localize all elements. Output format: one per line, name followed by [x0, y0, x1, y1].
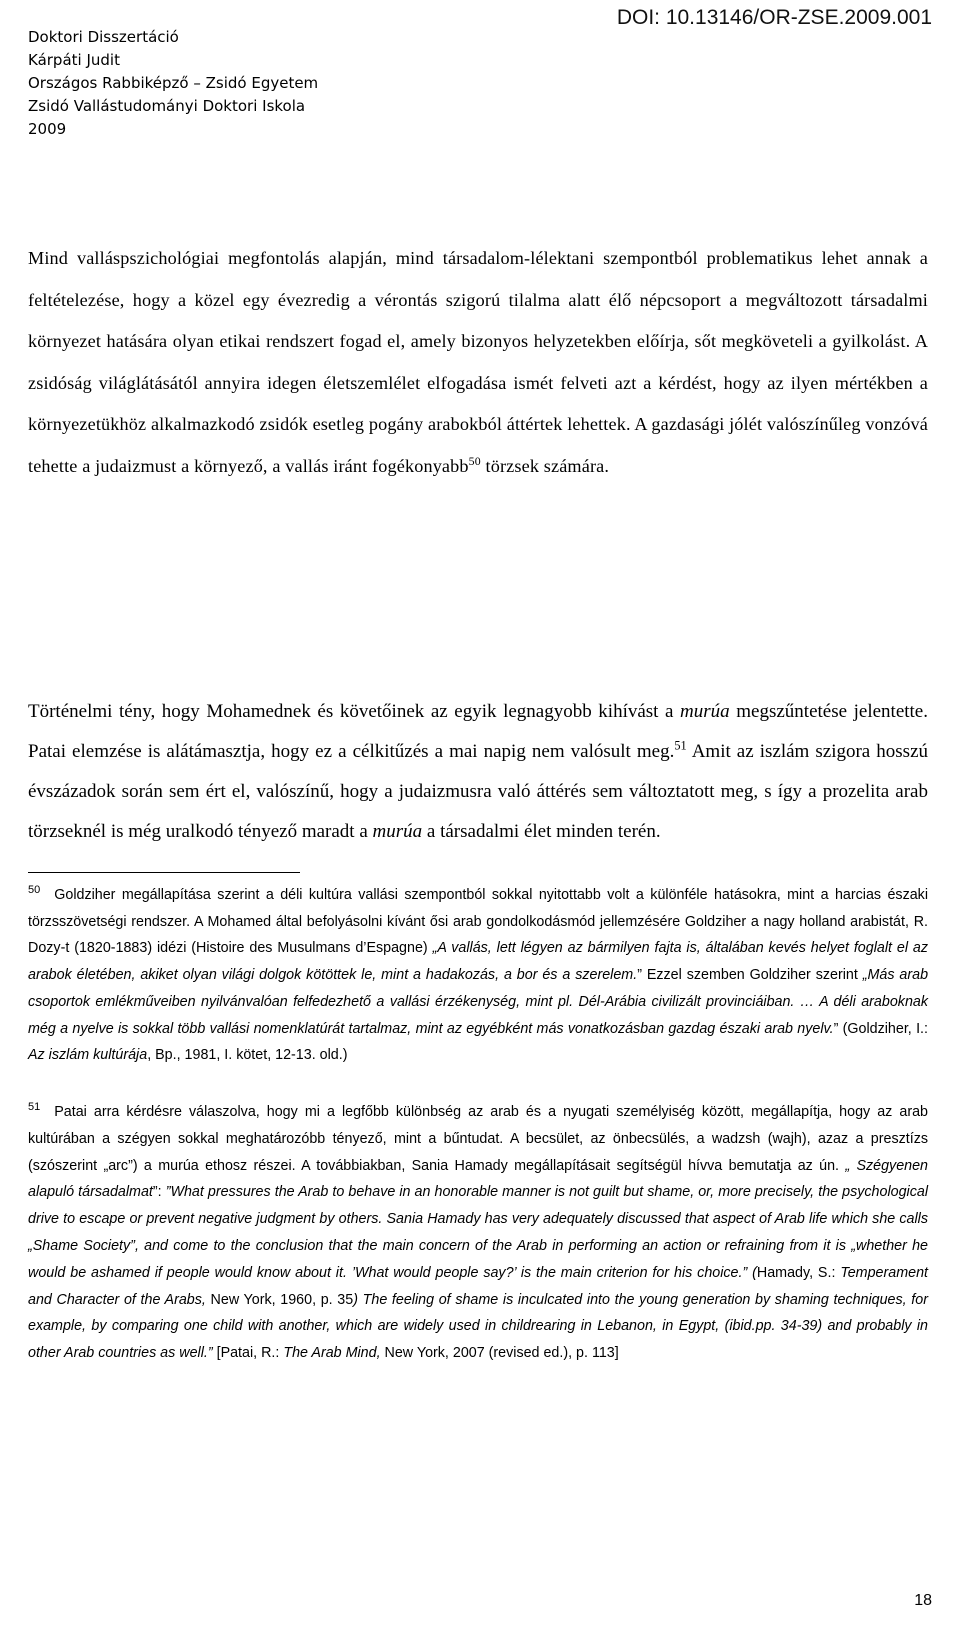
footnote-quote: „Más arab csoportok emlékműveiben nyilvánvalóan felfedezhető a vallási érzékenység, mint pl. Dél-Arábia civilizált provinciáiban. … A déli araboknak még a nyelve is sokkal több vallási nomenklatúrát tartalmaz, mint az egyébként más vonatkozásban gazdag északi arab nyelv.: [28, 967, 929, 1037]
footnote-50: [28, 882, 928, 1069]
doi-label: DOI: 10.13146/OR-ZSE.2009.001: [616, 6, 932, 29]
footnote-text: ”:: [152, 1184, 166, 1201]
header-line-title: Doktori Disszertáció: [28, 28, 179, 46]
paragraph-text: Amit az iszlám szigora hosszú évszázadok során sem ért el, valószínű, hogy a judaizmusra való áttérés sem változtatott meg, s így a prozelita arab törzseknél is még uralkodó tényező maradt a: [28, 741, 929, 842]
footnote-quote: ) The feeling of shame is inculcated into the young generation by shaming techniques, for example, by comparing one child with another, which are widely used in childrearing in Lebanon, in Egypt, (ibid.pp. 34-39) and probably in other Arab countries as well.”: [28, 1291, 928, 1362]
footnote-quote: „ Szégyenen alapuló társadalmat: [28, 1157, 928, 1201]
paragraph-text: a társadalmi élet minden terén.: [422, 821, 661, 842]
footnote-text: Hamady, S.:: [756, 1264, 841, 1281]
footnote-book-title: Temperament and Character of the Arabs,: [28, 1264, 928, 1308]
header-line-author: Kárpáti Judit: [28, 51, 120, 69]
footnote-mark: 50: [28, 884, 41, 897]
footnote-text: ” (Goldziher, I.:: [833, 1020, 928, 1037]
paragraph-text: megszűntetése jelentette. Patai elemzése is alátámasztja, hogy ez a célkitűzés a mai napig nem valósult meg.: [28, 701, 928, 762]
footnote-text: New York, 1960, p. 35: [205, 1291, 354, 1308]
footnote-book-title: The Arab Mind,: [283, 1345, 381, 1362]
footnote-text: , Bp., 1981, I. kötet, 12-13. old.): [147, 1047, 348, 1064]
footnote-separator: [28, 872, 300, 873]
document-header: [28, 26, 318, 141]
footnote-ref-51[interactable]: 51: [674, 738, 687, 753]
footnote-ref-50[interactable]: 50: [468, 453, 481, 468]
footnote-text: Goldziher megállapítása szerint a déli kultúra vallási szempontból sokkal nyitottabb volt a különféle hatásokra, mint a harcias északi törzsszövetségi rendszer. A Mohamed által befolyásolni kívánt ősi arab gondolkodásmód jellemzésére Goldziher a nagy holland arabistát, R. Dozy-t (1820-1883) idézi (Histoire des Musulmans d’Espagne): [28, 887, 928, 957]
italic-term: murúa: [680, 701, 730, 722]
header-line-institution: Országos Rabbiképző – Zsidó Egyetem: [28, 74, 319, 92]
footnote-text: [Patai, R.:: [212, 1345, 284, 1362]
header-line-year: 2009: [28, 120, 67, 138]
italic-term: murúa: [372, 821, 423, 842]
body-paragraph-2: [28, 692, 928, 852]
footnote-51: [28, 1099, 928, 1367]
header-line-school: Zsidó Vallástudományi Doktori Iskola: [28, 97, 306, 115]
body-paragraph-1: [28, 238, 928, 487]
footnote-quote: ”What pressures the Arab to behave in an honorable manner is not guilt but shame, or, more precisely, the psychological drive to escape or prevent negative judgment by others. Sania Hamady has very adequately discussed that aspect of Arab life which she calls „Shame Society”, and come to the conclusion that the main concern of the Arab in performing an action or refraining from it is „whether he would be ashamed if people would know about it. ’What would people say?’ is the main criterion for his choice.” (: [28, 1184, 928, 1281]
paragraph-text: Történelmi tény, hogy Mohamednek és követőinek az egyik legnagyobb kihívást a: [28, 701, 681, 722]
footnote-text: New York, 2007 (revised ed.), p. 113]: [380, 1345, 619, 1362]
paragraph-text: Mind valláspszichológiai megfontolás alapján, mind társadalom-lélektani szempontból problematikus lehet annak a feltételezése, hogy a közel egy évezredig a vérontás szigorú tilalma alatt élő népcsoport a megváltozott társadalmi környezet hatására olyan etikai rendszert fogad el, amely bizonyos helyzetekben előírja, sőt megköveteli a gyilkolást. A zsidóság világlátásától annyira idegen életszemlélet elfogadása ismét felveti azt a kérdést, hogy az ilyen mértékben a környezetükhöz alkalmazkodó zsidók esetleg pogány arabokból áttértek lehettek. A gazdasági jólét valószínűleg vonzóvá tehette a judaizmust a környező, a vallás iránt fogékonyabb: [28, 248, 928, 476]
footnote-mark: 51: [28, 1101, 41, 1114]
footnote-text: Patai arra kérdésre válaszolva, hogy mi a legfőbb különbség az arab és a nyugati személyiség között, megállapítja, hogy az arab kultúrában a szégyen sokkal meghatározóbb tényező, mint a bűntudat. A becsület, az önbecsülés, a wadzsh (wajh), azaz a presztízs (szószerint „arc”) a murúa ethosz részei. A továbbiakban, Sania Hamady megállapításait segítségül hívva bemutatja az ún.: [28, 1104, 928, 1174]
footnote-quote: „A vallás, lett légyen az bármilyen fajta is, általában kevés helyet foglalt el az arabok életében, akiket olyan világi dolgok kötöttek le, mint a hadakozás, a bor és a szerelem.: [28, 940, 929, 984]
footnote-book-title: Az iszlám kultúrája: [28, 1047, 148, 1064]
page-number: 18: [914, 1592, 932, 1609]
footnote-text: ” Ezzel szemben Goldziher szerint: [637, 967, 863, 984]
paragraph-text: törzsek számára.: [480, 455, 610, 476]
